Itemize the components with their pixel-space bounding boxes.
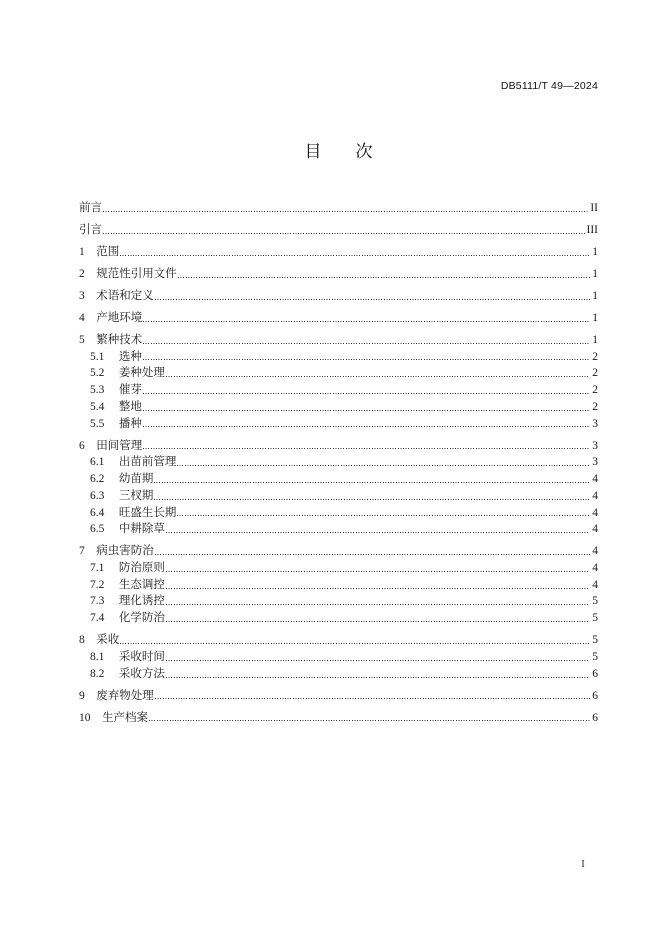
toc-entry-page: 4: [592, 578, 598, 591]
toc-entry-page: 2: [592, 367, 598, 380]
toc-entry-page: 1: [592, 289, 598, 302]
toc-entry-title: 前言: [79, 202, 102, 215]
toc-entry-page: 5: [592, 612, 598, 625]
toc-entry-page: 2: [592, 400, 598, 413]
toc-entry-title: 采收: [96, 634, 120, 647]
toc-entry-title: 三杈期: [118, 489, 154, 502]
toc-entry-page: 4: [592, 545, 598, 558]
toc-leader-dots: [103, 233, 585, 234]
toc-leader-dots: [166, 660, 590, 661]
toc-entry-number: 6.4: [90, 506, 105, 519]
toc-leader-dots: [166, 532, 590, 533]
toc-entry-number: 5.2: [90, 367, 105, 380]
toc-leader-dots: [154, 482, 590, 483]
toc-entry-number: 5.4: [90, 400, 105, 413]
toc-subentry: [79, 521, 598, 538]
document-code-header: DB5111/T 49—2024: [500, 80, 598, 92]
toc-entry-page: 5: [592, 650, 598, 663]
toc-entry-number: 2: [79, 268, 85, 280]
toc-entry-title: 采收时间: [118, 650, 165, 663]
toc-subentry: [79, 382, 598, 399]
toc-entry-number: 8.2: [90, 667, 105, 680]
toc-entry-title: 幼苗期: [118, 473, 154, 485]
toc-entry-title: 病虫害防治: [96, 545, 154, 558]
toc-entry: [79, 543, 598, 560]
toc-entry: [79, 222, 598, 239]
toc-entry-title: 范围: [96, 246, 120, 259]
toc-entry-page: 3: [592, 439, 598, 452]
toc-subentry: [79, 488, 598, 505]
toc-entry-page: 1: [592, 246, 598, 259]
toc-entry-title: 引言: [79, 224, 102, 237]
toc-entry-number: 9: [79, 689, 85, 702]
toc-subentry: [79, 649, 598, 666]
toc-entry-page: 4: [592, 561, 598, 574]
toc-leader-dots: [177, 515, 590, 516]
toc-leader-dots: [143, 410, 590, 411]
toc-entry-number: 5.1: [90, 350, 105, 363]
toc-entry-title: 生态调控: [118, 578, 165, 591]
toc-entry-number: 1: [79, 246, 85, 259]
toc-entry-title: 生产档案: [102, 711, 148, 724]
toc-entry-page: 4: [592, 523, 598, 536]
toc-subentry: [79, 560, 598, 577]
toc-entry-page: 3: [592, 456, 598, 469]
toc-entry-title: 化学防治: [118, 612, 165, 625]
toc-entry: [79, 710, 598, 727]
toc-entry-page: 2: [592, 384, 598, 397]
toc-entry-title: 防治原则: [118, 561, 165, 574]
toc-leader-dots: [143, 359, 590, 360]
toc-entry: [79, 332, 598, 349]
toc-leader-dots: [143, 426, 590, 427]
toc-subentry: [79, 666, 598, 683]
toc-entry: [79, 688, 598, 705]
toc-entry-number: 5.3: [90, 384, 105, 397]
toc-entry: [79, 310, 598, 327]
toc-entry: [79, 244, 598, 261]
toc-entry-page: 6: [592, 711, 598, 724]
toc-entry-title: 规范性引用文件: [96, 268, 177, 280]
toc-entry-number: 10: [79, 711, 91, 724]
toc-entry: [79, 632, 598, 649]
toc-entry-title: 姜种处理: [118, 367, 165, 380]
toc-entry-number: 7.2: [90, 578, 105, 591]
toc-leader-dots: [143, 343, 590, 344]
toc-subentry: [79, 349, 598, 366]
toc-entry: [79, 438, 598, 455]
toc-entry-number: 6.1: [90, 456, 105, 469]
toc-entry-number: 3: [79, 289, 85, 302]
toc-entry-page: 4: [592, 489, 598, 502]
toc-entry-number: 7.3: [90, 595, 105, 608]
toc-entry-page: 1: [592, 333, 598, 346]
toc-entry-title: 田间管理: [96, 439, 143, 452]
toc-leader-dots: [120, 643, 590, 644]
toc-entry-page: 4: [592, 473, 598, 485]
toc-subentry: [79, 593, 598, 610]
toc-entry-page: 3: [592, 417, 598, 430]
toc-heading: 目 次: [304, 142, 373, 162]
toc-entry-page: 5: [592, 595, 598, 608]
toc-leader-dots: [155, 554, 591, 555]
toc-entry-page: II: [590, 202, 598, 215]
toc-entry-page: 6: [592, 689, 598, 702]
toc-leader-dots: [143, 321, 590, 322]
toc-entry-number: 6.3: [90, 489, 105, 502]
toc-subentry: [79, 471, 598, 488]
toc-entry-number: 5: [79, 333, 85, 346]
toc-entry: [79, 288, 598, 305]
toc-entry-title: 出苗前管理: [118, 456, 177, 469]
toc-leader-dots: [154, 499, 590, 500]
toc-entry-title: 术语和定义: [96, 289, 154, 302]
toc-entry-number: 6.5: [90, 523, 105, 536]
toc-leader-dots: [177, 465, 590, 466]
toc-leader-dots: [149, 720, 590, 721]
toc-subentry: [79, 416, 598, 433]
toc-entry-page: 2: [592, 350, 598, 363]
toc-leader-dots: [103, 211, 588, 212]
toc-entry-page: 5: [592, 634, 598, 647]
toc-leader-dots: [178, 277, 591, 278]
toc-subentry: [79, 505, 598, 522]
toc-entry-number: 7.1: [90, 561, 105, 574]
toc-entry-number: 7.4: [90, 612, 105, 625]
toc-entry-page: III: [586, 224, 598, 237]
toc-entry: [79, 200, 598, 217]
toc-leader-dots: [166, 571, 590, 572]
toc-entry-title: 理化诱控: [118, 595, 165, 608]
toc-subentry: [79, 610, 598, 627]
toc-entry-title: 选种: [118, 350, 142, 363]
toc-leader-dots: [120, 255, 590, 256]
toc-entry-title: 整地: [118, 400, 142, 413]
toc-leader-dots: [155, 299, 591, 300]
toc-leader-dots: [166, 604, 590, 605]
toc-subentry: [79, 454, 598, 471]
toc-entry-page: 4: [592, 506, 598, 519]
toc-entry-number: 7: [79, 545, 85, 558]
toc-entry-number: 5.5: [90, 417, 105, 430]
page-number: I: [581, 859, 585, 870]
toc-entry-page: 1: [592, 311, 598, 324]
toc-entry-number: 4: [79, 311, 85, 324]
toc-entry: [79, 266, 598, 283]
toc-entry-number: 6.2: [90, 473, 105, 485]
toc-entry-number: 6: [79, 439, 85, 452]
toc-leader-dots: [143, 393, 590, 394]
toc-entry-number: 8: [79, 634, 85, 647]
toc-entry-title: 繁种技术: [96, 333, 143, 346]
toc-entry-title: 催芽: [118, 384, 142, 397]
toc-entry-title: 产地环境: [96, 311, 143, 324]
toc-leader-dots: [143, 448, 590, 449]
toc-entry-title: 中耕除草: [118, 523, 165, 536]
toc-leader-dots: [166, 677, 590, 678]
toc-entry-title: 播种: [118, 417, 142, 430]
toc-entry-number: 8.1: [90, 650, 105, 663]
toc-entry-title: 废弃物处理: [96, 689, 154, 702]
toc-entry-title: 旺盛生长期: [118, 506, 177, 519]
toc-entry-title: 采收方法: [118, 667, 165, 680]
toc-subentry: [79, 577, 598, 594]
toc-subentry: [79, 365, 598, 382]
toc-entry-page: 1: [592, 268, 598, 280]
toc-entry-page: 6: [592, 667, 598, 680]
toc-leader-dots: [166, 376, 590, 377]
toc-leader-dots: [166, 588, 590, 589]
toc-list: [79, 195, 598, 726]
toc-leader-dots: [166, 621, 590, 622]
toc-subentry: [79, 399, 598, 416]
toc-leader-dots: [155, 698, 591, 699]
